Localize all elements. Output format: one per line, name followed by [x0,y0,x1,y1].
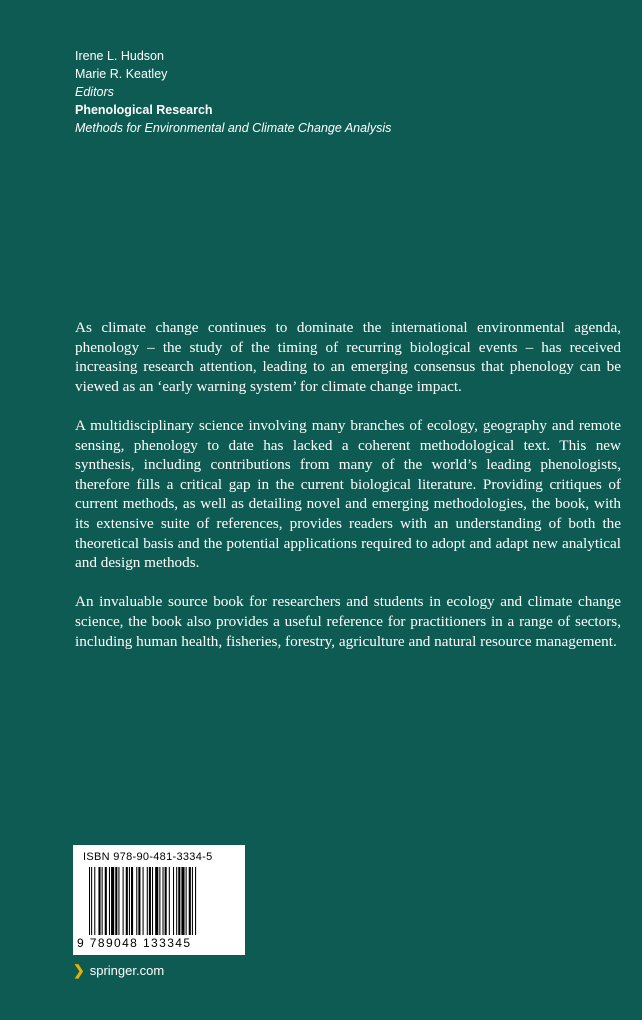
barcode-bar [143,867,144,935]
barcode-bar [109,867,110,935]
barcode-bar [155,867,158,935]
barcode-bar [89,867,90,935]
isbn-label: ISBN 978-90-481-3334-5 [83,851,213,863]
barcode-box [73,845,245,955]
barcode-bar [173,867,174,935]
barcode-bar [159,867,160,935]
barcode-bar [178,867,180,935]
barcode-bar [98,867,100,935]
barcode-bar [102,867,103,935]
editors-role: Editors [75,85,114,99]
barcode-bar [126,867,128,935]
barcode-bar [91,867,92,935]
barcode-bar [181,867,184,935]
editor-name-2: Marie R. Keatley [75,67,168,81]
barcode-bar [189,867,191,935]
barcode-bar [147,867,148,935]
barcode-bar [195,867,196,935]
chevron-right-icon: ❯ [73,962,85,978]
barcode-bars [89,867,231,935]
publisher-footer [73,962,164,979]
book-subtitle: Methods for Environmental and Climate Change Analysis [75,121,392,135]
barcode-bar [94,867,95,935]
cover-header [75,47,391,137]
barcode-bar [136,867,137,935]
barcode-digits: 9 789048 133345 [77,936,192,950]
barcode-bar [131,867,133,935]
barcode-bar [123,867,124,935]
barcode-bar [138,867,140,935]
barcode-bar [165,867,167,935]
barcode-bar [186,867,187,935]
publisher-website[interactable]: springer.com [89,963,165,978]
barcode-bar [163,867,164,935]
blurb [75,318,621,671]
barcode-bar [169,867,170,935]
barcode-bar [152,867,153,935]
book-title: Phenological Research [75,103,213,117]
barcode-bar [192,867,193,935]
editor-name-1: Irene L. Hudson [75,49,164,63]
barcode-bar [149,867,151,935]
blurb-paragraph-1: As climate change continues to dominate the international environmental agenda, phenology – the study of the timing of recurring biological events – has received increasing research attention, leading to an emerging consensus that phenology can be viewed as an ‘early warning system’ for climate change impact. [75,319,621,395]
blurb-paragraph-2: A multidisciplinary science involving many branches of ecology, geography and remote sensing, phenology to date has lacked a coherent methodological text. This new synthesis, including contributions from many of the world’s leading phenologists, therefore fills a critical gap in the current biological literature. Providing critiques of current methods, as well as detailing novel and emerging methodologies, the book, with its extensive suite of references, provides readers with an understanding of both the theoretical basis and the potential applications required to adopt and adapt new analytical and design methods. [75,416,621,572]
barcode-bar [111,867,114,935]
barcode-bar [105,867,107,935]
barcode-bar [118,867,119,935]
barcode-bar [115,867,117,935]
blurb-paragraph-3: An invaluable source book for researchers and students in ecology and climate change science, the book also provides a useful reference for practitioners in a range of sectors, including human health, fisheries, forestry, agriculture and natural resource management. [75,593,621,650]
barcode-bar [129,867,130,935]
barcode-bar [176,867,177,935]
